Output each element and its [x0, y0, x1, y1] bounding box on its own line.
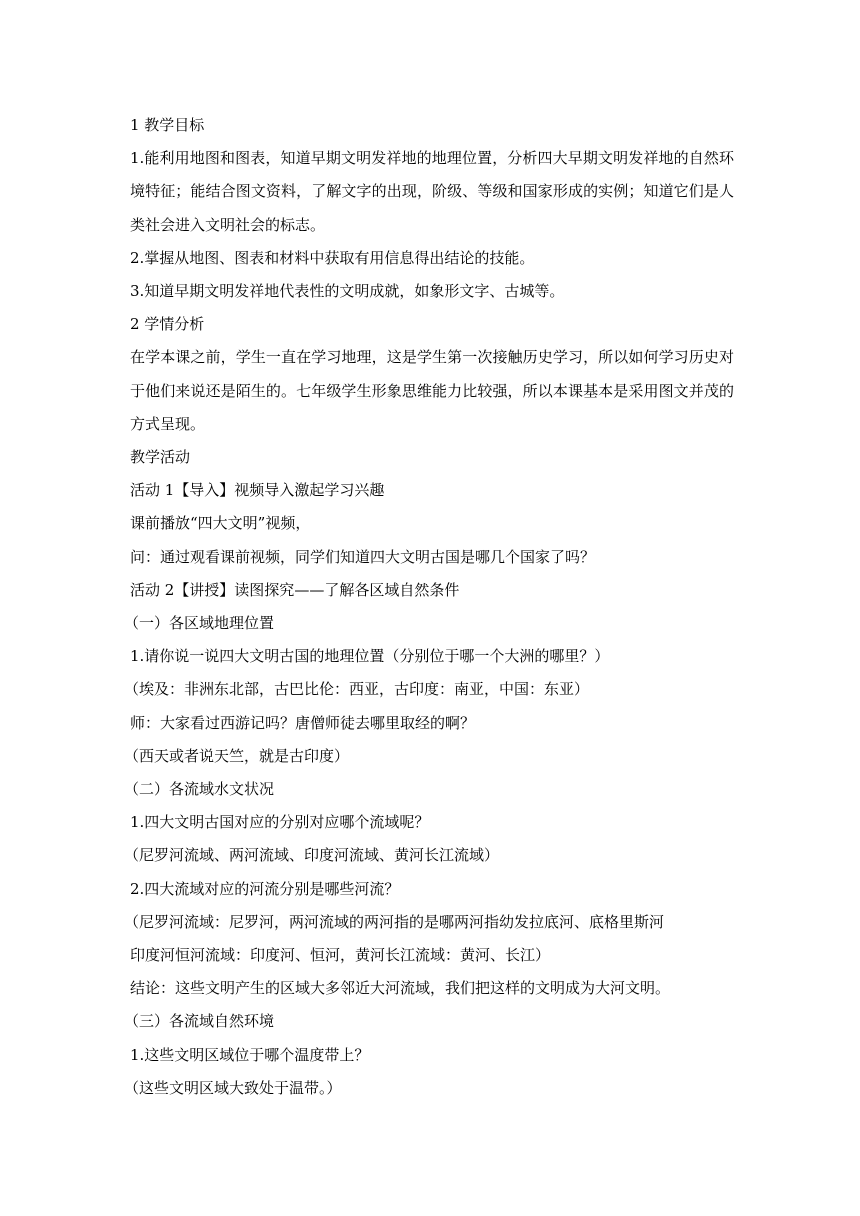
document-body [124, 109, 734, 1105]
answer-line: （埃及：非洲东北部，古巴比伦：西亚，古印度：南亚，中国：东亚） [124, 680, 590, 699]
paragraph: 1.能利用地图和图表，知道早期文明发祥地的地理位置，分析四大早期文明发祥地的自然环境特征；能结合图文资料，了解文字的出现，阶级、等级和国家形成的实例；知道它们是人类社会进入文明社会的标志。 [130, 149, 734, 234]
subsection-heading: （二）各流域水文状况 [124, 780, 275, 799]
answer-line: 印度河恒河流域：印度河、恒河，黄河长江流域：黄河、长江） [130, 946, 551, 965]
conclusion-line: 结论：这些文明产生的区域大多邻近大河流域，我们把这样的文明成为大河文明。 [130, 979, 671, 998]
answer-line: （西天或者说天竺，就是古印度） [124, 746, 350, 765]
paragraph: 师：大家看过西游记吗？唐僧师徒去哪里取经的啊？ [130, 713, 476, 732]
paragraph: 1.请你说一说四大文明古国的地理位置（分别位于哪一个大洲的哪里？） [130, 647, 610, 666]
paragraph: 在学本课之前，学生一直在学习地理，这是学生第一次接触历史学习，所以如何学习历史对于他们来说还是陌生的。七年级学生形象思维能力比较强，所以本课基本是采用图文并茂的方式呈现。 [130, 348, 734, 433]
paragraph: 2.掌握从地图、图表和材料中获取有用信息得出结论的技能。 [130, 248, 535, 267]
paragraph: 3.知道早期文明发祥地代表性的文明成就，如象形文字、古城等。 [130, 282, 565, 301]
paragraph: 1.四大文明古国对应的分别对应哪个流域呢？ [130, 813, 430, 832]
answer-line: （尼罗河流域：尼罗河，两河流域的两河指的是哪两河指幼发拉底河、底格里斯河 [124, 912, 665, 931]
subsection-heading: （三）各流域自然环境 [124, 1012, 275, 1031]
paragraph: 课前播放“四大文明”视频， [130, 514, 311, 533]
section-heading: 2 学情分析 [130, 315, 205, 334]
answer-line: （这些文明区域大致处于温带。） [124, 1078, 342, 1097]
paragraph: 2.四大流域对应的河流分别是哪些河流？ [130, 879, 400, 898]
section-heading: 教学活动 [130, 448, 191, 467]
activity-heading: 活动 1【导入】视频导入激起学习兴趣 [130, 481, 385, 500]
subsection-heading: （一）各区域地理位置 [124, 614, 275, 633]
section-heading: 1 教学目标 [130, 116, 205, 134]
paragraph: 问：通过观看课前视频，同学们知道四大文明古国是哪几个国家了吗？ [130, 547, 596, 566]
answer-line: （尼罗河流域、两河流域、印度河流域、黄河长江流域） [124, 846, 500, 865]
paragraph: 1.这些文明区域位于哪个温度带上？ [130, 1045, 370, 1064]
activity-heading: 活动 2【讲授】读图探究——了解各区域自然条件 [130, 580, 460, 599]
